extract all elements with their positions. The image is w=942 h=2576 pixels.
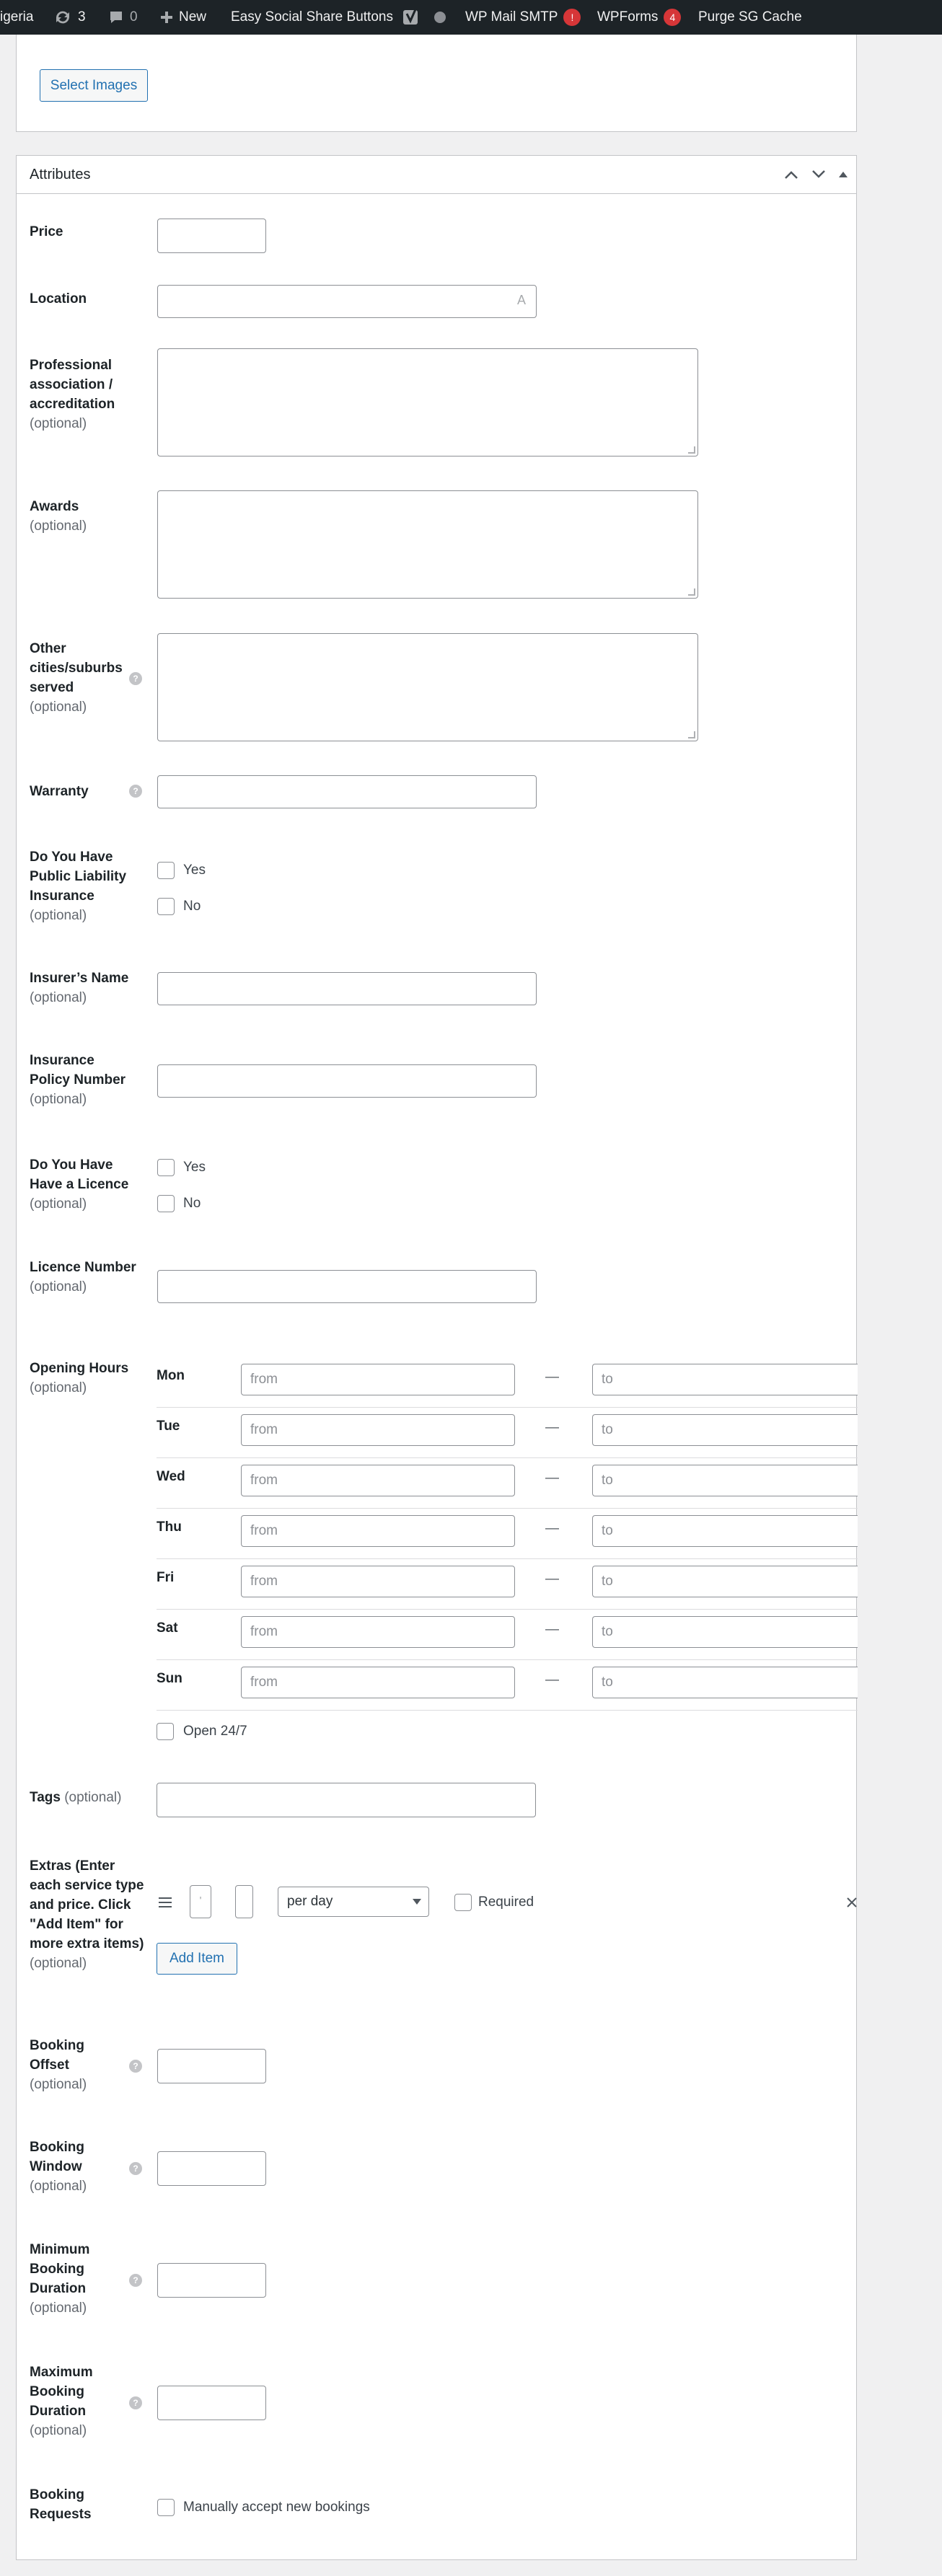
liability-yes-checkbox[interactable] [157,862,175,879]
booking-window-help-icon[interactable]: ? [129,2162,142,2175]
price-label-text: Price [30,224,63,239]
from-input[interactable]: from [241,1566,515,1597]
wp-mail-smtp-menu[interactable] [465,0,581,35]
awards-label-text: Awards [30,499,79,514]
insurer-optional: (optional) [30,990,87,1005]
resize-grip-icon[interactable] [688,731,695,738]
warranty-input[interactable] [157,775,537,808]
licence-no-label: No [183,1196,201,1211]
updates-menu[interactable] [53,0,86,35]
booking-offset-label [30,2036,138,2094]
from-input[interactable]: from [241,1414,515,1446]
plus-icon [160,11,173,24]
from-input[interactable]: from [241,1667,515,1698]
to-input[interactable]: to [592,1667,858,1698]
comments-count: 0 [130,9,138,25]
liability-no-label: No [183,899,201,914]
other-cities-help-icon[interactable]: ? [129,672,142,685]
range-dash: — [545,1571,559,1587]
day-label: Mon [157,1368,185,1383]
warranty-label-text: Warranty [30,784,89,799]
min-duration-input[interactable] [157,2263,266,2298]
from-input[interactable]: from [241,1616,515,1648]
booking-offset-label-text: Booking Offset [30,2038,84,2073]
move-up-button[interactable] [781,164,801,185]
range-dash: — [545,1420,559,1435]
insurer-input[interactable] [157,972,537,1005]
triangle-up-icon [838,171,848,178]
booking-requests-label-text: Booking Requests [30,2487,92,2522]
resize-grip-icon[interactable] [688,588,695,596]
policy-optional: (optional) [30,1092,87,1107]
range-dash: — [545,1369,559,1385]
wpforms-badge: 4 [664,9,681,26]
select-images-button[interactable]: Select Images [40,69,148,102]
booking-window-label-text: Booking Window [30,2140,84,2174]
awards-textarea[interactable] [157,490,698,599]
to-input[interactable]: to [592,1566,858,1597]
licence-yes-checkbox[interactable] [157,1159,175,1176]
wpforms-menu[interactable] [597,0,681,35]
other-cities-label-text: Other cities/suburbs served [30,641,123,695]
warranty-label [30,782,138,801]
max-duration-input[interactable] [157,2386,266,2420]
extra-name-input[interactable]: ' [190,1885,211,1918]
booking-window-input[interactable] [157,2151,266,2186]
to-input[interactable]: to [592,1465,858,1496]
hours-divider [157,1457,858,1458]
required-label: Required [478,1894,534,1910]
liability-label [30,847,138,925]
insurer-label [30,969,138,1007]
manual-accept-checkbox[interactable] [157,2499,175,2516]
hours-divider [157,1710,858,1711]
max-duration-help-icon[interactable]: ? [129,2396,142,2409]
booking-window-optional: (optional) [30,2179,87,2194]
location-label [30,289,138,309]
attributes-panel [16,155,857,2560]
hours-divider [157,1508,858,1509]
site-name-menu[interactable] [0,0,33,35]
liability-yes-label: Yes [183,863,206,878]
booking-window-label [30,2138,138,2196]
min-duration-optional: (optional) [30,2301,87,2316]
range-dash: — [545,1521,559,1536]
resize-grip-icon[interactable] [688,446,695,454]
max-duration-optional: (optional) [30,2423,87,2438]
per-select-value: per day [287,1894,333,1909]
opening-hours-optional: (optional) [30,1380,87,1395]
from-input[interactable]: from [241,1515,515,1547]
day-label: Sat [157,1620,178,1636]
to-input[interactable]: to [592,1414,858,1446]
status-dot-menu[interactable] [434,0,446,35]
new-content-menu[interactable] [160,0,206,35]
toggle-panel-button[interactable] [833,164,853,185]
admin-bar [0,0,942,35]
hours-divider [157,1407,858,1408]
range-dash: — [545,1622,559,1637]
awards-optional: (optional) [30,519,87,534]
range-dash: — [545,1672,559,1688]
new-label: New [179,9,207,25]
to-input[interactable]: to [592,1364,858,1395]
booking-requests-label [30,2485,138,2524]
hours-divider [157,1558,858,1559]
yoast-menu[interactable] [402,0,420,35]
move-down-button[interactable] [809,164,829,185]
caret-down-icon [413,1899,421,1905]
extras-label-text: Extras (Enter each service type and price. Click "Add Item" for more extra items) [30,1858,144,1951]
day-label: Tue [157,1419,180,1434]
max-duration-label-text: Maximum Booking Duration [30,2365,93,2419]
licence-no-checkbox[interactable] [157,1195,175,1212]
booking-offset-input[interactable] [157,2049,266,2083]
hours-divider [157,1609,858,1610]
professional-label-text: Professional association / accreditation [30,358,115,412]
licence-question-optional: (optional) [30,1196,87,1212]
other-cities-label [30,639,123,717]
policy-label [30,1051,138,1109]
licence-number-optional: (optional) [30,1279,87,1294]
range-dash: — [545,1470,559,1486]
licence-question-label-text: Do You Have Have a Licence [30,1157,129,1192]
status-dot-icon [434,12,446,23]
manual-accept-label: Manually accept new bookings [183,2500,370,2515]
price-label [30,222,138,242]
from-input[interactable]: from [241,1465,515,1496]
insurer-label-text: Insurer’s Name [30,971,129,986]
wp-mail-smtp-label: WP Mail SMTP [465,9,558,25]
liability-label-text: Do You Have Public Liability Insurance [30,850,127,904]
liability-no-checkbox[interactable] [157,898,175,915]
liability-optional: (optional) [30,908,87,923]
day-label: Wed [157,1469,185,1484]
professional-optional: (optional) [30,416,87,431]
required-checkbox[interactable] [454,1894,472,1911]
wpforms-label: WPForms [597,9,659,25]
easy-social-label: Easy Social Share Buttons [231,9,393,25]
booking-offset-help-icon[interactable]: ? [129,2060,142,2073]
location-input[interactable] [157,285,537,318]
to-input[interactable]: to [592,1616,858,1648]
max-duration-label [30,2363,138,2440]
easy-social-menu[interactable] [231,0,393,35]
min-duration-label-text: Minimum Booking Duration [30,2242,90,2296]
day-label: Sun [157,1671,182,1686]
open-247-label: Open 24/7 [183,1724,247,1739]
opening-hours-label-text: Opening Hours [30,1361,129,1376]
min-duration-label [30,2240,138,2318]
attributes-header [17,156,856,194]
chevron-up-icon [784,169,798,180]
day-label: Fri [157,1570,175,1585]
extra-price-input[interactable] [235,1885,253,1918]
extras-label [30,1856,145,1973]
awards-label [30,497,138,536]
to-input[interactable]: to [592,1515,858,1547]
images-panel [16,35,857,132]
licence-question-label [30,1155,138,1214]
policy-label-text: Insurance Policy Number [30,1053,126,1088]
purge-cache-label: Purge SG Cache [698,9,802,25]
open-247-checkbox[interactable] [157,1723,174,1740]
comments-menu[interactable] [108,0,138,35]
other-cities-optional: (optional) [30,700,87,715]
comment-icon [108,9,124,25]
drag-handle-icon[interactable] [158,1897,172,1908]
location-autocomplete-icon: A [516,293,526,307]
yoast-icon [402,8,420,27]
professional-textarea[interactable] [157,348,698,456]
per-select[interactable] [278,1887,429,1917]
attributes-title: Attributes [30,167,91,182]
updates-icon [53,9,72,25]
tags-label-text: Tags [30,1790,61,1805]
location-label-text: Location [30,291,87,306]
site-name: igeria [0,9,34,25]
licence-number-label-text: Licence Number [30,1260,136,1275]
day-label: Thu [157,1519,182,1535]
booking-offset-optional: (optional) [30,2077,87,2092]
warranty-help-icon[interactable]: ? [129,785,142,798]
licence-number-label [30,1258,138,1297]
licence-yes-label: Yes [183,1160,206,1175]
tags-optional: (optional) [64,1790,122,1805]
licence-number-input[interactable] [157,1270,537,1303]
policy-input[interactable] [157,1064,537,1098]
tags-input[interactable] [157,1783,536,1817]
price-input[interactable] [157,219,266,253]
opening-hours-label [30,1359,138,1398]
from-input[interactable]: from [241,1364,515,1395]
chevron-down-icon [811,169,826,180]
add-item-button[interactable]: Add Item [157,1943,237,1975]
purge-cache-menu[interactable] [698,0,802,35]
remove-item-icon[interactable] [846,1897,858,1908]
other-cities-textarea[interactable] [157,633,698,741]
min-duration-help-icon[interactable]: ? [129,2274,142,2287]
professional-label [30,356,138,433]
wp-mail-smtp-badge: ! [563,9,581,26]
hours-divider [157,1659,858,1660]
extras-optional: (optional) [30,1956,87,1971]
updates-count: 3 [78,9,86,25]
tags-label [30,1788,159,1807]
